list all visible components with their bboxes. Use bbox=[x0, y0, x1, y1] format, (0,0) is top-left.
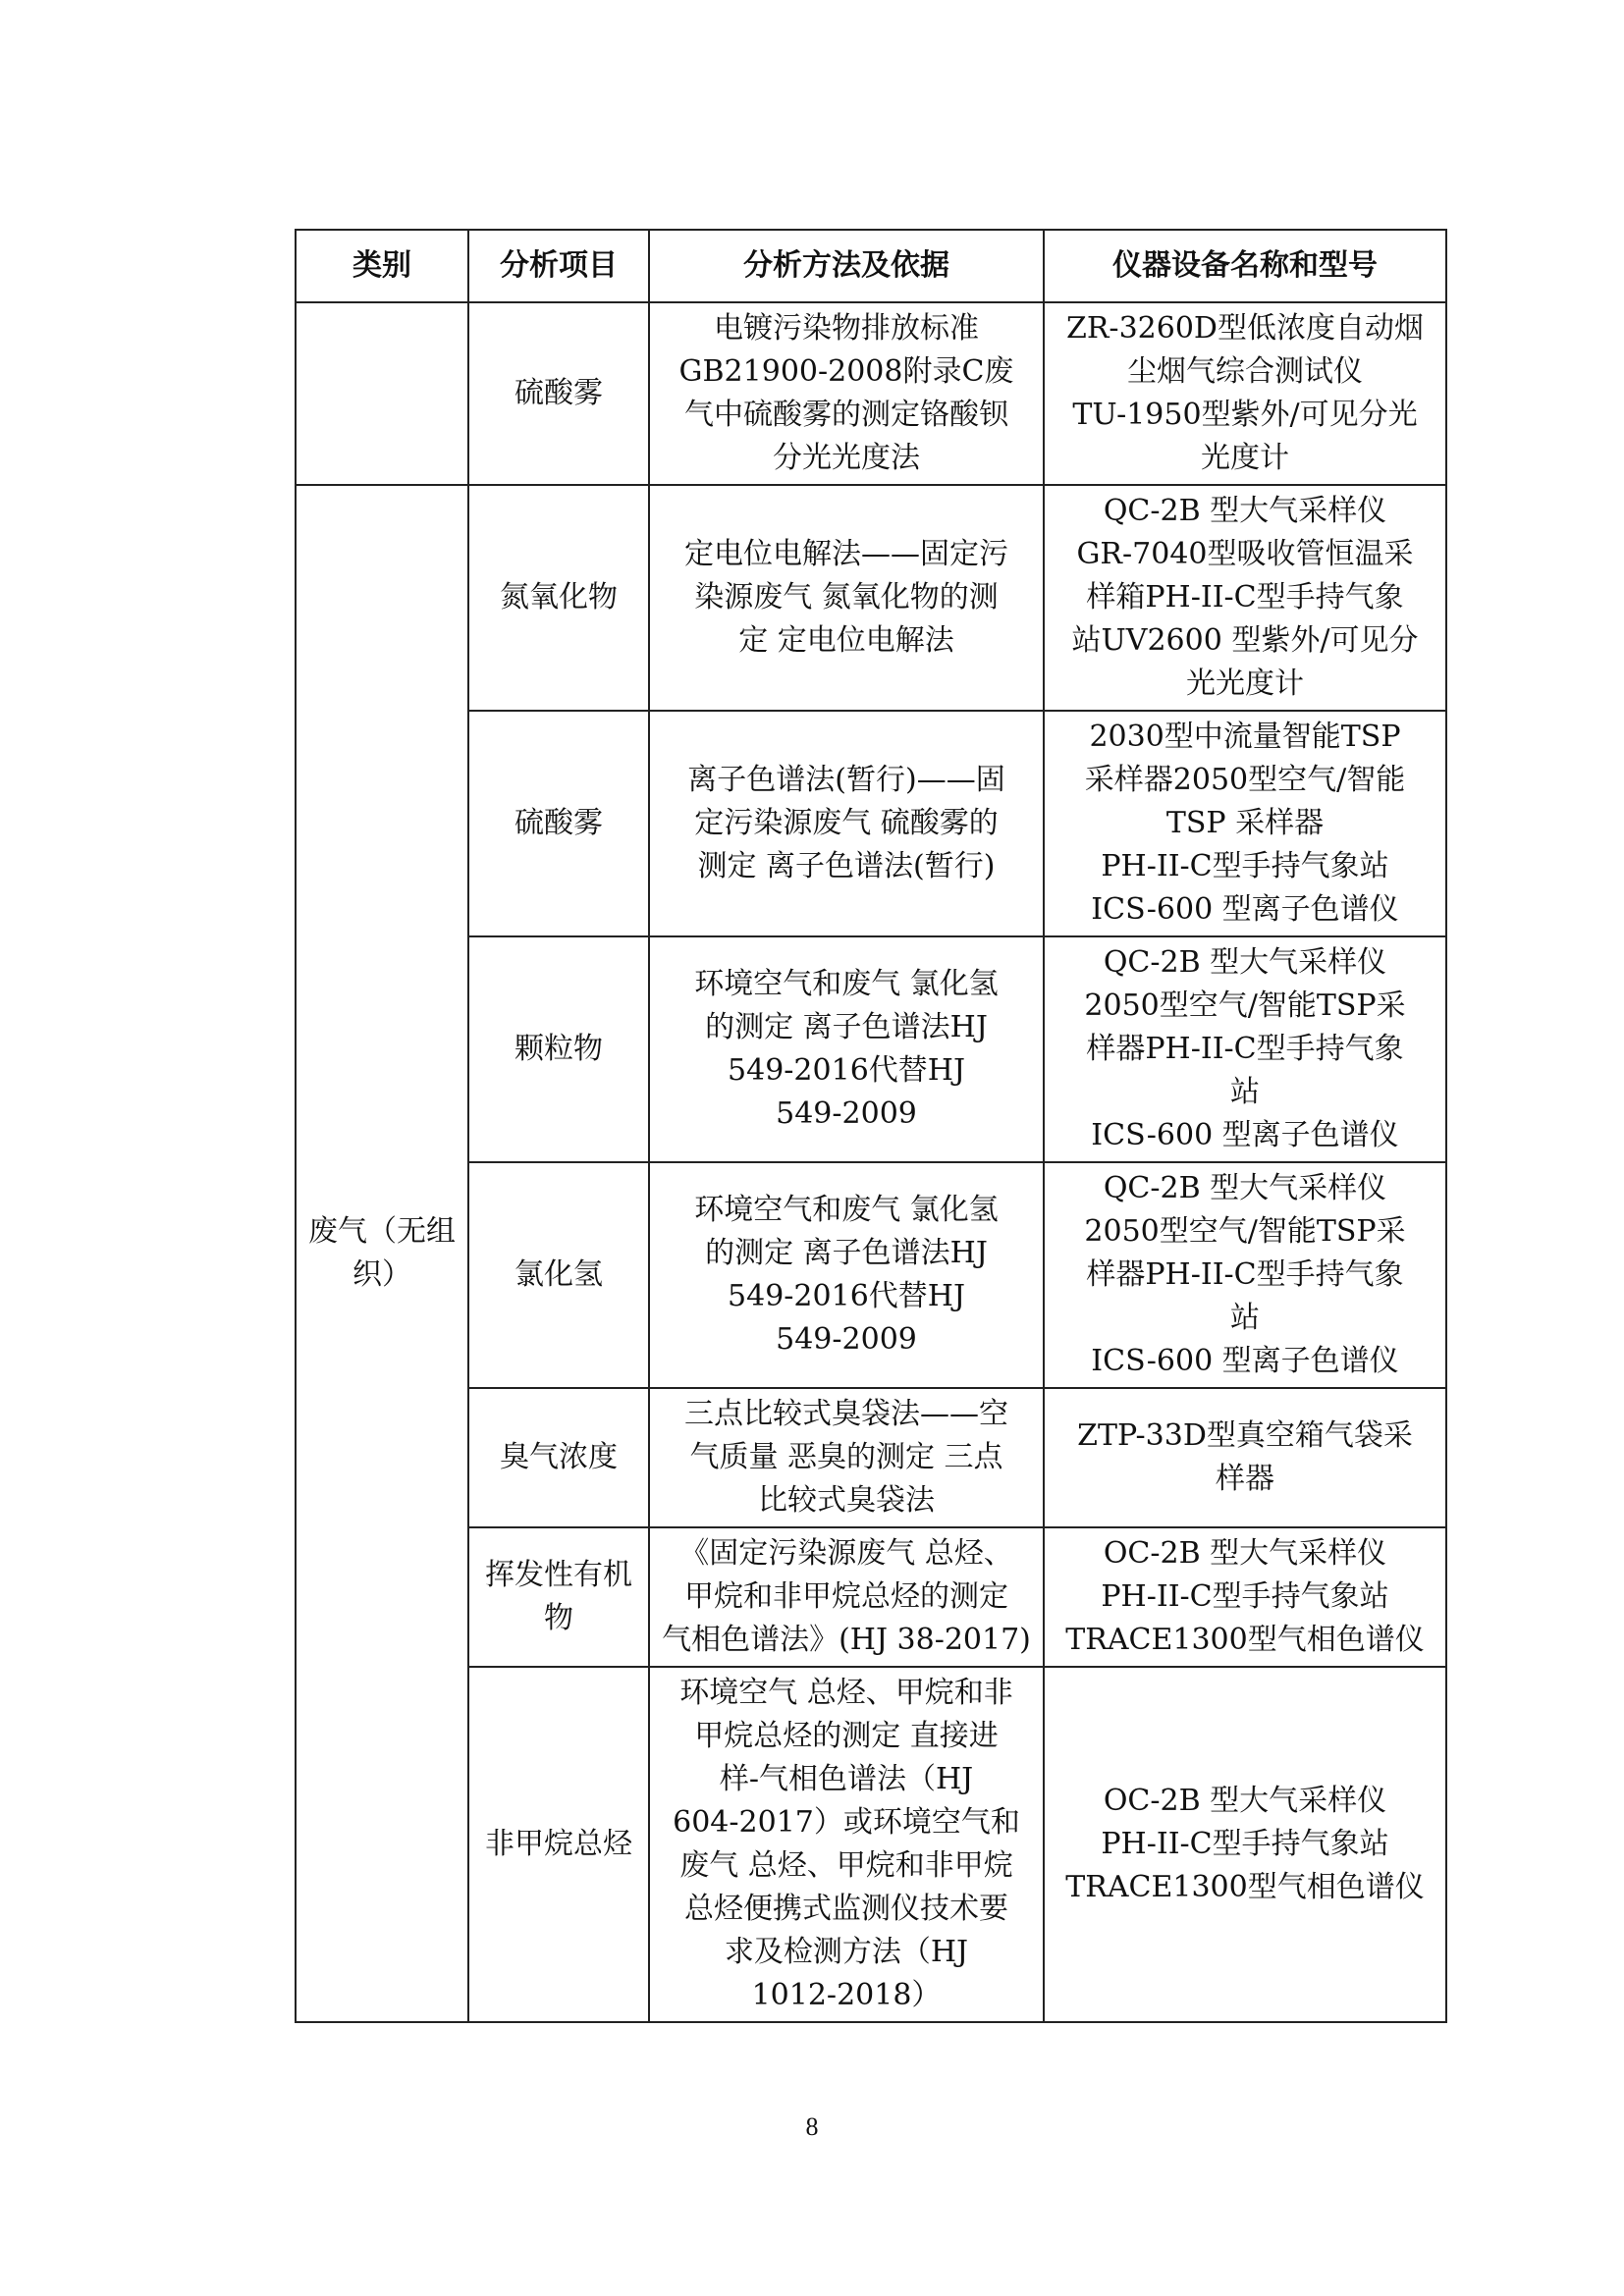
header-row bbox=[296, 230, 1446, 302]
method-cell: 环境空气 总烃、甲烷和非 甲烷总烃的测定 直接进 样-气相色谱法（HJ 604-2017）或环境空气和 废气 总烃、甲烷和非甲烷 总烃便携式监测仪技术要 求及检测方法（HJ 1012-2018） bbox=[649, 1667, 1044, 2022]
header-item: 分析项目 bbox=[468, 230, 649, 302]
header-method: 分析方法及依据 bbox=[649, 230, 1044, 302]
table-row bbox=[296, 1388, 1446, 1527]
item-cell: 硫酸雾 bbox=[468, 302, 649, 485]
table-row bbox=[296, 485, 1446, 711]
page-number: 8 bbox=[805, 2112, 819, 2141]
item-cell: 挥发性有机 物 bbox=[468, 1527, 649, 1667]
item-cell: 氮氧化物 bbox=[468, 485, 649, 711]
instrument-cell: QC-2B 型大气采样仪 2050型空气/智能TSP采 样器PH-II-C型手持气象 站 ICS-600 型离子色谱仪 bbox=[1044, 936, 1446, 1162]
item-cell: 硫酸雾 bbox=[468, 711, 649, 936]
instrument-cell: ZR-3260D型低浓度自动烟 尘烟气综合测试仪 TU-1950型紫外/可见分光 光度计 bbox=[1044, 302, 1446, 485]
instrument-cell: ZTP-33D型真空箱气袋采 样器 bbox=[1044, 1388, 1446, 1527]
table-row bbox=[296, 1667, 1446, 2022]
item-cell: 非甲烷总烃 bbox=[468, 1667, 649, 2022]
method-cell: 三点比较式臭袋法——空 气质量 恶臭的测定 三点 比较式臭袋法 bbox=[649, 1388, 1044, 1527]
method-cell: 定电位电解法——固定污 染源废气 氮氧化物的测 定 定电位电解法 bbox=[649, 485, 1044, 711]
item-cell: 颗粒物 bbox=[468, 936, 649, 1162]
method-cell: 环境空气和废气 氯化氢 的测定 离子色谱法HJ 549-2016代替HJ 549-2009 bbox=[649, 1162, 1044, 1388]
method-cell: 环境空气和废气 氯化氢 的测定 离子色谱法HJ 549-2016代替HJ 549-2009 bbox=[649, 936, 1044, 1162]
table-row bbox=[296, 1527, 1446, 1667]
instrument-cell: 2030型中流量智能TSP 采样器2050型空气/智能 TSP 采样器 PH-II-C型手持气象站 ICS-600 型离子色谱仪 bbox=[1044, 711, 1446, 936]
method-cell: 《固定污染源废气 总烃、 甲烷和非甲烷总烃的测定 气相色谱法》(HJ 38-2017) bbox=[649, 1527, 1044, 1667]
table-row bbox=[296, 302, 1446, 485]
instrument-cell: QC-2B 型大气采样仪 2050型空气/智能TSP采 样器PH-II-C型手持气象 站 ICS-600 型离子色谱仪 bbox=[1044, 1162, 1446, 1388]
instrument-cell: QC-2B 型大气采样仪 GR-7040型吸收管恒温采 样箱PH-II-C型手持气象 站UV2600 型紫外/可见分 光光度计 bbox=[1044, 485, 1446, 711]
methods-table bbox=[295, 229, 1447, 2023]
item-cell: 臭气浓度 bbox=[468, 1388, 649, 1527]
header-instrument: 仪器设备名称和型号 bbox=[1044, 230, 1446, 302]
category-cell-empty bbox=[296, 302, 468, 485]
table-row bbox=[296, 936, 1446, 1162]
category-cell: 废气（无组织） bbox=[296, 485, 468, 2022]
method-cell: 电镀污染物排放标准 GB21900-2008附录C废 气中硫酸雾的测定铬酸钡 分光光度法 bbox=[649, 302, 1044, 485]
item-cell: 氯化氢 bbox=[468, 1162, 649, 1388]
instrument-cell: OC-2B 型大气采样仪 PH-II-C型手持气象站 TRACE1300型气相色谱仪 bbox=[1044, 1527, 1446, 1667]
table-row bbox=[296, 711, 1446, 936]
table-row bbox=[296, 1162, 1446, 1388]
header-category: 类别 bbox=[296, 230, 468, 302]
method-cell: 离子色谱法(暂行)——固 定污染源废气 硫酸雾的 测定 离子色谱法(暂行) bbox=[649, 711, 1044, 936]
instrument-cell: OC-2B 型大气采样仪 PH-II-C型手持气象站 TRACE1300型气相色谱仪 bbox=[1044, 1667, 1446, 2022]
